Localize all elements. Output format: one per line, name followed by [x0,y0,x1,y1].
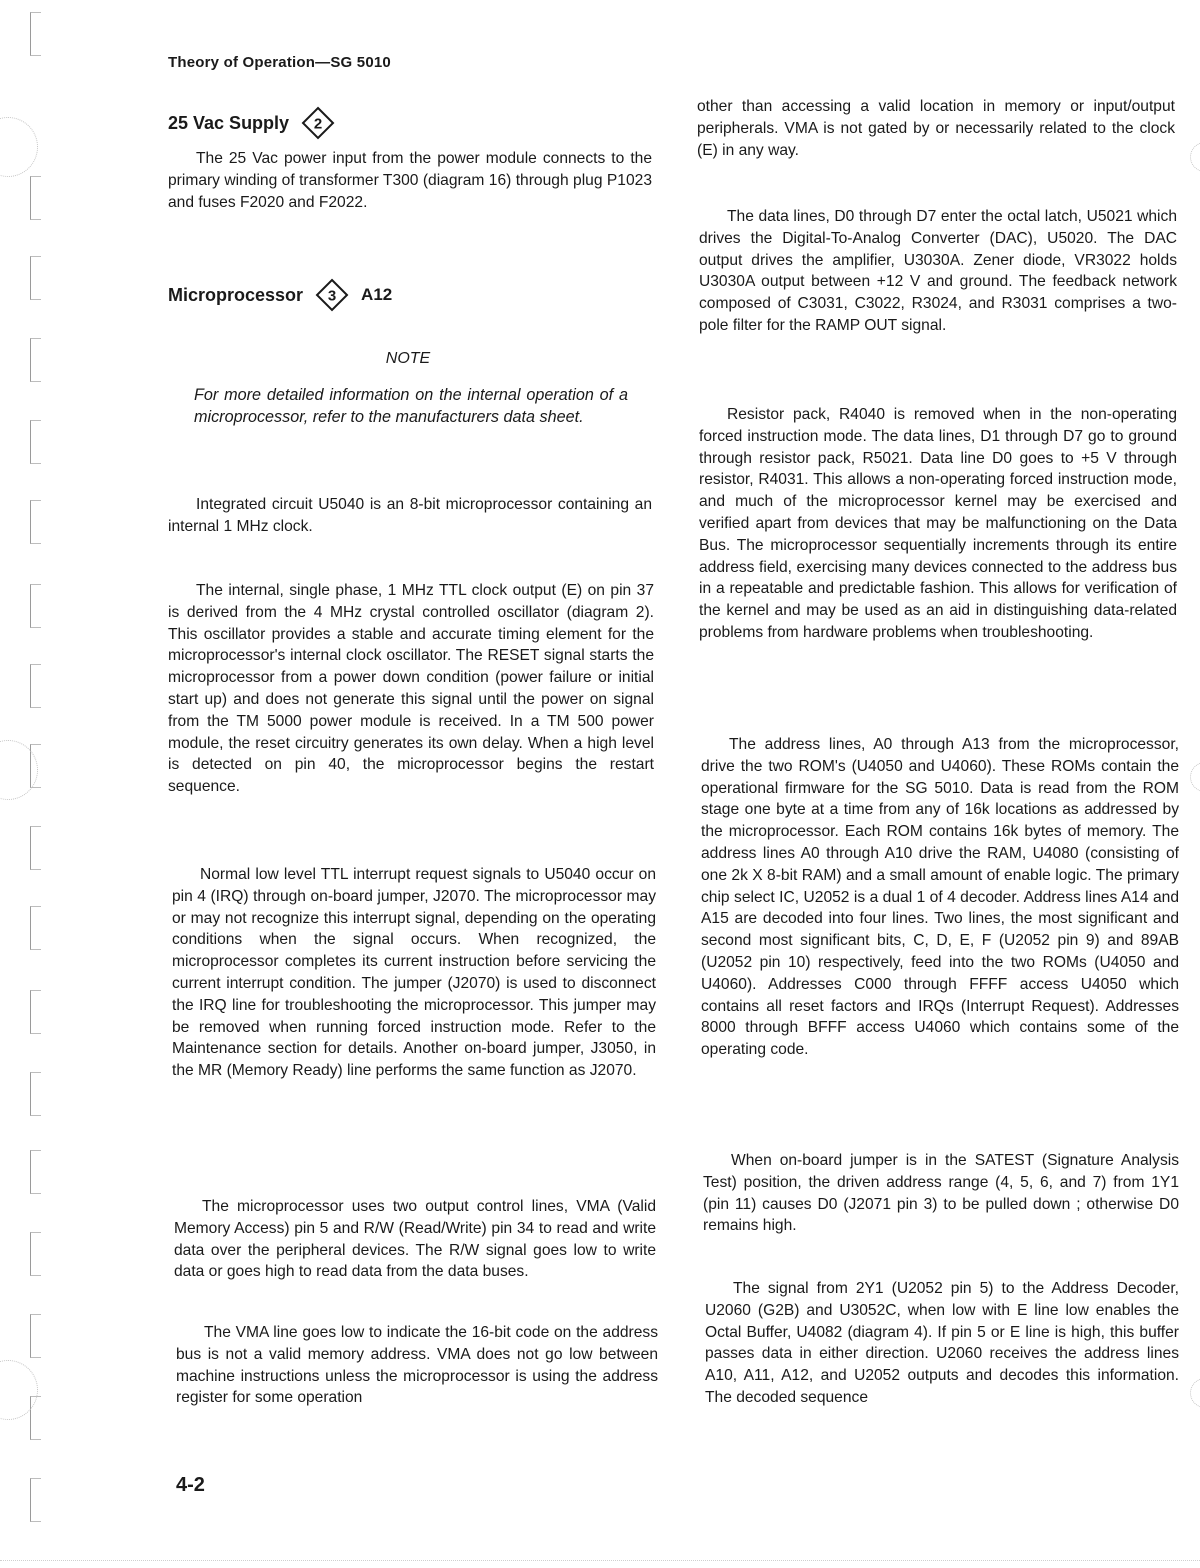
paragraph: The microprocessor uses two output control lines, VMA (Valid Memory Access) pin 5 and R/W (Read/Write) pin 34 to read and write data over the peripheral devices. The R/W signal goes low to write data or goes high to read data from the data buses. [174,1198,656,1281]
note-title: NOTE [385,350,431,367]
section-title: 25 Vac Supply [168,112,290,133]
margin-mark [30,420,41,464]
paragraph: Resistor pack, R4040 is removed when in the non-operating forced instruction mode. The data lines, D1 through D7 go to ground through resistor pack, R5021. Data line D0 goes to +5 V through resistor, R4031. This allows a non-operating forced instruction mode, and much of the microprocessor kernel may be exercised and verified apart from devices that may be malfunctioning on the Data Bus. The microprocessor sequentially increments through its entire address field, exercising many devices connected to the address bus in a repeatable and predictable fashion. This allows for verification of the kernel and may be used as an aid in distinguishing data-related problems from hardware problems when troubleshooting. [699,406,1177,641]
paragraph-vac-supply: The 25 Vac power input from the power module connects to the primary winding of transformer T300 (diagram 16) through plug P1023 and fuses F2020 and F2022. [168,150,652,211]
margin-mark [30,1232,41,1276]
margin-mark [30,500,41,544]
paragraph: Normal low level TTL interrupt request signals to U5040 occur on pin 4 (IRQ) through on-board jumper, J2070. The microprocessor may or may not recognize this interrupt signal, depending on the operating conditions when the signal occurs. When recognized, the microprocessor completes its current instruction before servicing the current interrupt condition. The jumper (J2070) is used to disconnect the IRQ line for troubleshooting the microprocessor. This jumper may be removed when running forced instruction mode. Refer to the Maintenance section for details. Another on-board jumper, J3050, in the MR (Memory Ready) line performs the same function as J2070. [172,866,656,1080]
paragraph: Integrated circuit U5040 is an 8-bit microprocessor containing an internal 1 MHz clock. [168,496,652,535]
binder-hole [1190,762,1200,792]
margin-mark [30,1478,41,1522]
binder-hole [0,117,38,177]
paragraph: When on-board jumper is in the SATEST (Signature Analysis Test) position, the driven address range (4, 5, 6, and 7) from 1Y1 (pin 11) causes D0 (J2071 pin 3) to be pulled down ; otherwise D0 remains high. [703,1152,1179,1235]
diagram-diamond-icon [301,106,335,140]
paragraph: The signal from 2Y1 (U2052 pin 5) to the Address Decoder, U2060 (G2B) and U3052C, when low with E line low enables the Octal Buffer, U4082 (diagram 4). If pin 5 or E line is high, this buffer passes data in either direction. U2060 receives the address lines A10, A11, A12, and U2052 outputs and decodes this information. The decoded sequence [705,1280,1179,1406]
margin-mark [30,176,41,220]
margin-mark [30,1072,41,1116]
running-header: Theory of Operation—SG 5010 [168,54,391,71]
binder-hole [1190,142,1200,172]
assembly-number: A12 [361,285,393,304]
margin-mark [30,256,41,300]
margin-mark [30,1150,41,1194]
paragraph: other than accessing a valid location in memory or input/output peripherals. VMA is not gated by or necessarily related to the clock (E) in any way. [697,98,1175,159]
margin-mark [30,338,41,382]
margin-mark [30,12,41,56]
page-edge-rule [0,1560,1200,1561]
margin-mark [30,1314,41,1358]
margin-mark [30,664,41,708]
margin-mark [30,584,41,628]
section-title: Microprocessor [168,284,304,305]
page-number: 4-2 [176,1474,205,1496]
section-heading-microprocessor [168,278,392,312]
paragraph: The VMA line goes low to indicate the 16-bit code on the address bus is not a valid memory address. VMA does not go low between machine instructions unless the microprocessor is using the address register for some operation [176,1324,658,1407]
section-heading-vac-supply [168,106,335,140]
note-body: For more detailed information on the internal operation of a microprocessor, refer to the manufacturers data sheet. [194,386,628,426]
diagram-diamond-icon [315,278,349,312]
diagram-number: 2 [313,115,323,133]
diagram-number: 3 [327,287,337,305]
paragraph: The address lines, A0 through A13 from the microprocessor, drive the two ROM's (U4050 and U4060). These ROMs contain the operational firmware for the SG 5010. Data is read from the ROM stage one byte at a time from any of 16k locations as addressed by the microprocessor. Each ROM contains 16k bytes of memory. The address lines A0 through A10 drive the RAM, U4080 (consisting of one 2k X 8-bit RAM) and a small amount of enable logic. The primary chip select IC, U2052 is a dual 1 of 4 decoder. Address lines A14 and A15 are decoded into four lines. Two lines, the most significant and second most significant bits, C, D, E, F (U2052 pin 9) and 89AB (U2052 pin 10) respectively, feed into the two ROMs (U4050 and U4060). Addresses C000 through FFFF access U4050 which contains all reset factors and IRQs (Interrupt Request). Addresses 8000 through BFFF access U4060 which contains some of the operating code. [701,736,1179,1059]
binder-hole [1190,1378,1200,1408]
paragraph: The internal, single phase, 1 MHz TTL clock output (E) on pin 37 is derived from the 4 MHz crystal controlled oscillator (diagram 2). This oscillator provides a stable and accurate timing element for the microprocessor's internal clock oscillator. The RESET signal starts the microprocessor from a power down condition (power failure or initial start up) and does not generate this signal until the power on signal from the TM 5000 power module is received. In a TM 500 power module, the reset circuitry generates its own delay. When a high level is detected on pin 40, the microprocessor begins the restart sequence. [168,582,654,796]
margin-mark [30,990,41,1034]
margin-mark [30,906,41,950]
margin-mark [30,826,41,870]
paragraph: The data lines, D0 through D7 enter the octal latch, U5021 which drives the Digital-To-Analog Converter (DAC), U5020. The DAC output drives the amplifier, U3030A. Zener diode, VR3022 holds U3030A output between +12 V and ground. The feedback network composed of C3031, C3022, R3024, and R3031 comprises a two-pole filter for the RAMP OUT signal. [699,208,1177,334]
